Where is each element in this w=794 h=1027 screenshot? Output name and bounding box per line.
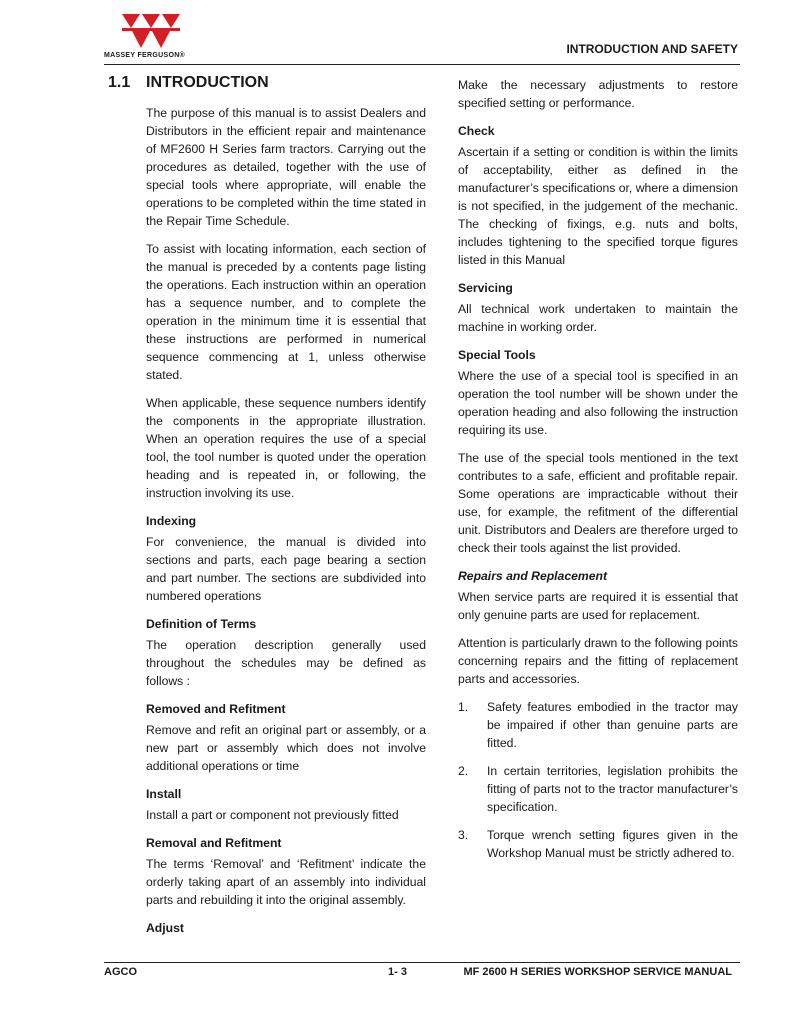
intro-paragraph-2: To assist with locating information, each section of the manual is preceded by a contents page listing the operations. Each instruction within an operation has a sequence number, and to complete the operation in the minimum time it is essential that these instructions are performed in numerical sequence commencing at 1, unless otherwise stated. xyxy=(146,242,426,382)
adjust-heading: Adjust xyxy=(146,921,184,935)
install-text: Install a part or component not previously fitted xyxy=(146,808,399,822)
repairs-list xyxy=(458,698,738,862)
intro-paragraph-1: The purpose of this manual is to assist Dealers and Distributors in the efficient repair and maintenance of MF2600 H Series farm tractors. Carrying out the procedures as detailed, together with the use of special tools where appropriate, will enable the operations to be completed within the time stated in the Repair Time Schedule. xyxy=(146,106,426,228)
left-column xyxy=(146,104,426,940)
install-heading: Install xyxy=(146,787,182,801)
servicing-heading: Servicing xyxy=(458,281,513,295)
list-item-number: 2. xyxy=(458,764,469,778)
massey-ferguson-logo xyxy=(104,12,200,68)
special-tools-heading: Special Tools xyxy=(458,348,536,362)
intro-paragraph-3: When applicable, these sequence numbers identify the components in the appropriate illustration. When an operation requires the use of a special tool, the tool number is quoted under the operation heading and is repeated in, or following, the instruction involving its use. xyxy=(146,396,426,500)
page-header-title: INTRODUCTION AND SAFETY xyxy=(566,42,738,56)
list-item-number: 1. xyxy=(458,700,469,714)
footer-manual-title: MF 2600 H SERIES WORKSHOP SERVICE MANUAL xyxy=(463,966,732,978)
indexing-heading: Indexing xyxy=(146,514,197,528)
repairs-text-1: When service parts are required it is essential that only genuine parts are used for replacement. xyxy=(458,590,738,622)
removed-refitment-heading: Removed and Refitment xyxy=(146,702,286,716)
triple-triangle-logo-icon xyxy=(120,12,182,50)
servicing-text: All technical work undertaken to maintain the machine in working order. xyxy=(458,302,738,334)
list-item-text: Torque wrench setting figures given in the Workshop Manual must be strictly adhered to. xyxy=(487,828,738,860)
repairs-heading: Repairs and Replacement xyxy=(458,569,608,583)
list-item xyxy=(458,762,738,816)
removed-refitment-text: Remove and refit an original part or assembly, or a new part or assembly which does not involve additional operations or time xyxy=(146,723,426,773)
check-text: Ascertain if a setting or condition is within the limits of acceptability, either as defined in the manufacturer’s specifications or, where a dimension is not specified, in the judgement of the mechanic. The checking of fixings, e.g. nuts and bolts, includes tightening to the specified torque figures listed in this Manual xyxy=(458,145,739,267)
footer-divider xyxy=(104,962,740,963)
definition-text: The operation description generally used throughout the schedules may be defined as follows : xyxy=(146,638,426,688)
special-tools-text-2: The use of the special tools mentioned in the text contributes to a safe, efficient and profitable repair. Some operations are impracticable without their use, for example, the refitment of the differential unit. Distributors and Dealers are therefore urged to check their tools against the list provided. xyxy=(458,451,738,555)
list-item xyxy=(458,698,738,752)
definition-heading: Definition of Terms xyxy=(146,617,257,631)
list-item xyxy=(458,826,738,862)
list-item-text: Safety features embodied in the tractor may be impaired if other than genuine parts are fitted. xyxy=(487,700,738,750)
footer-company: AGCO xyxy=(104,966,137,978)
right-column xyxy=(458,76,738,872)
section-number: 1.1 xyxy=(108,74,131,91)
adjust-text: Make the necessary adjustments to restore specified setting or performance. xyxy=(458,78,738,110)
header-divider xyxy=(104,64,740,65)
removal-refitment-heading: Removal and Refitment xyxy=(146,836,282,850)
removal-refitment-text: The terms ‘Removal’ and ‘Refitment’ indicate the orderly taking apart of an assembly into individual parts and rebuilding it into the original assembly. xyxy=(146,857,426,907)
repairs-text-2: Attention is particularly drawn to the following points concerning repairs and the fitting of replacement parts and accessories. xyxy=(458,636,738,686)
section-title: INTRODUCTION xyxy=(146,74,269,91)
list-item-text: In certain territories, legislation prohibits the fitting of parts not to the tractor manufacturer’s specification. xyxy=(487,764,738,814)
indexing-text: For convenience, the manual is divided into sections and parts, each page bearing a section and part number. The sections are subdivided into numbered operations xyxy=(146,535,426,603)
check-heading: Check xyxy=(458,124,495,138)
special-tools-text-1: Where the use of a special tool is specified in an operation the tool number will be shown under the operation heading and also following the instruction requiring its use. xyxy=(458,369,738,437)
page-number: 1- 3 xyxy=(388,966,407,978)
brand-name: MASSEY FERGUSON® xyxy=(104,52,186,59)
list-item-number: 3. xyxy=(458,828,469,842)
